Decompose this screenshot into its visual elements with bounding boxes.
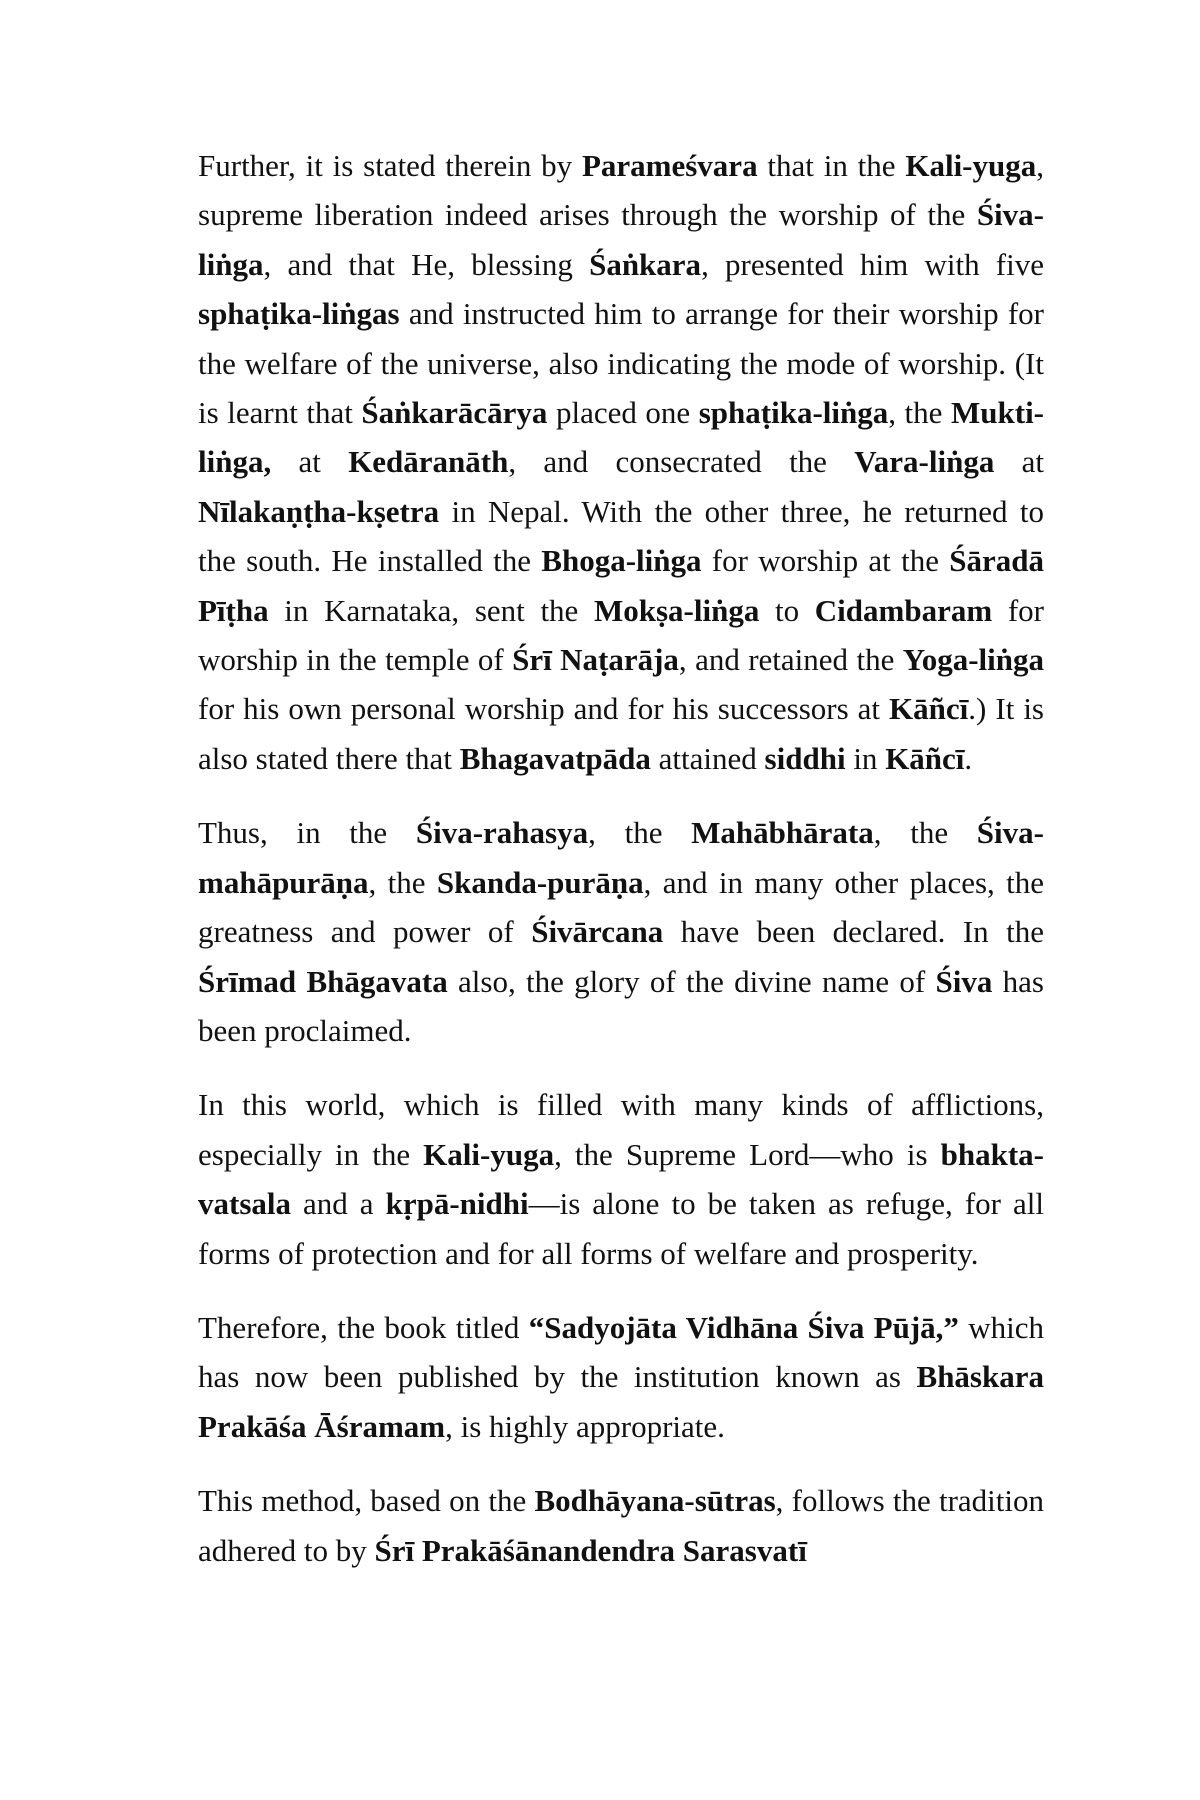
bold-term: sphaṭika-liṅgas [198, 296, 400, 332]
bold-term: Bhagavatpāda [459, 740, 651, 776]
text-run: , the [368, 864, 437, 900]
document-page [198, 141, 1044, 1600]
paragraph-method [198, 1476, 1044, 1575]
bold-term: Śrīmad Bhāgavata [198, 963, 448, 999]
bold-term: Kali-yuga [905, 148, 1037, 183]
text-run: In this world, which is filled with many kinds of afflictions, especially in the [198, 1087, 1044, 1172]
bold-term: Bodhāyana-sūtras [534, 1483, 776, 1519]
paragraph-book-title [198, 1303, 1044, 1451]
text-run: , the [873, 815, 977, 851]
text-run: , presented him with five [701, 246, 1044, 282]
bold-term: Śaṅkara [589, 246, 702, 282]
text-run: have been declared. In the [663, 914, 1044, 950]
text-run: for his own personal worship and for his successors at [198, 691, 890, 727]
text-run: , is highly appropriate. [445, 1408, 725, 1444]
text-run: for worship at the [701, 543, 950, 579]
bold-term: Śrī Naṭarāja [512, 642, 679, 678]
bold-term: Cidambaram [814, 592, 993, 628]
text-run: .) It is also stated there that [198, 691, 1044, 776]
bold-term: Śiva-liṅga [198, 197, 1044, 282]
text-run: for worship in the temple of [198, 592, 1044, 678]
bold-term: Mahābhārata [691, 815, 874, 851]
text-run: that in the [757, 148, 906, 183]
bold-term: Bhoga-liṅga [541, 543, 702, 579]
text-run: , and consecrated the [508, 444, 855, 480]
paragraph-scriptures [198, 808, 1044, 1055]
text-run: has been proclaimed. [198, 963, 1044, 1048]
bold-term: siddhi [764, 740, 846, 776]
bold-term: Bhāskara Prakāśa Āśramam [198, 1359, 1044, 1444]
text-run: at [994, 444, 1044, 480]
bold-term: Mukti-liṅga, [198, 395, 1044, 480]
text-run: , the [588, 815, 692, 851]
bold-term: Yoga-liṅga [902, 642, 1044, 678]
paragraph-refuge [198, 1080, 1044, 1278]
bold-term: Mokṣa-liṅga [593, 592, 760, 628]
text-run: at [271, 444, 349, 480]
bold-term: Śāradā Pīṭha [198, 543, 1044, 628]
bold-term: Nīlakaṇṭha-kṣetra [198, 493, 440, 529]
text-run: to [759, 592, 815, 628]
text-run: in [845, 740, 886, 776]
text-run: placed one [547, 395, 699, 431]
bold-term: Parameśvara [581, 148, 758, 183]
text-run: . [964, 740, 973, 776]
text-run: —is alone to be taken as refuge, for all forms of protection and for all forms of welfare and prosperity. [198, 1186, 1044, 1271]
text-run: attained [650, 740, 765, 776]
text-run: , and retained the [678, 642, 903, 678]
text-run: Thus, in the [198, 815, 416, 851]
paragraph-shiva-linga [198, 141, 1044, 783]
text-run: , and in many other places, the greatness and power of [198, 864, 1044, 950]
bold-term: Kedāranāth [348, 444, 509, 480]
bold-term: Śiva [935, 963, 993, 999]
text-run: also, the glory of the divine name of [447, 963, 936, 999]
text-run: which has now been published by the institution known as [198, 1309, 1044, 1395]
bold-term: Vara-liṅga [854, 444, 995, 480]
text-run: Further, it is stated therein by [198, 148, 582, 183]
text-run: , and that He, blessing [263, 246, 590, 282]
text-run: This method, based on the [198, 1483, 535, 1519]
text-run: Therefore, the book titled [198, 1309, 529, 1345]
text-run: in Nepal. With the other three, he returned to the south. He installed the [198, 493, 1044, 579]
bold-term: Śrī Prakāśānandendra Sarasvatī [374, 1532, 807, 1568]
text-run: , follows the tradition adhered to by [198, 1483, 1045, 1568]
bold-term: kṛpā-nidhi [385, 1186, 529, 1222]
text-run: , supreme liberation indeed arises through the worship of the [198, 148, 1044, 233]
text-run: , the Supreme Lord—who is [554, 1136, 941, 1172]
text-run: in Karnataka, sent the [268, 592, 594, 628]
bold-term: Kali-yuga [423, 1136, 555, 1172]
text-run: and instructed him to arrange for their worship for the welfare of the universe, also indicating the mode of worship. (It is learnt that [198, 296, 1044, 431]
text-run: and a [291, 1186, 386, 1222]
bold-term: Skanda-purāṇa [436, 864, 644, 900]
bold-term: Śivārcana [531, 914, 664, 950]
bold-term: Śiva-rahasya [415, 815, 589, 851]
bold-term: “Sadyojāta Vidhāna Śiva Pūjā,” [528, 1309, 959, 1345]
bold-term: bhakta-vatsala [198, 1136, 1044, 1222]
bold-term: Kāñcī [885, 740, 965, 776]
bold-term: Śiva-mahāpurāṇa [198, 815, 1044, 900]
bold-term: Kāñcī [889, 691, 969, 727]
text-run: , the [888, 395, 951, 431]
bold-term: sphaṭika-liṅga [698, 395, 889, 431]
bold-term: Śaṅkarācārya [361, 395, 548, 431]
